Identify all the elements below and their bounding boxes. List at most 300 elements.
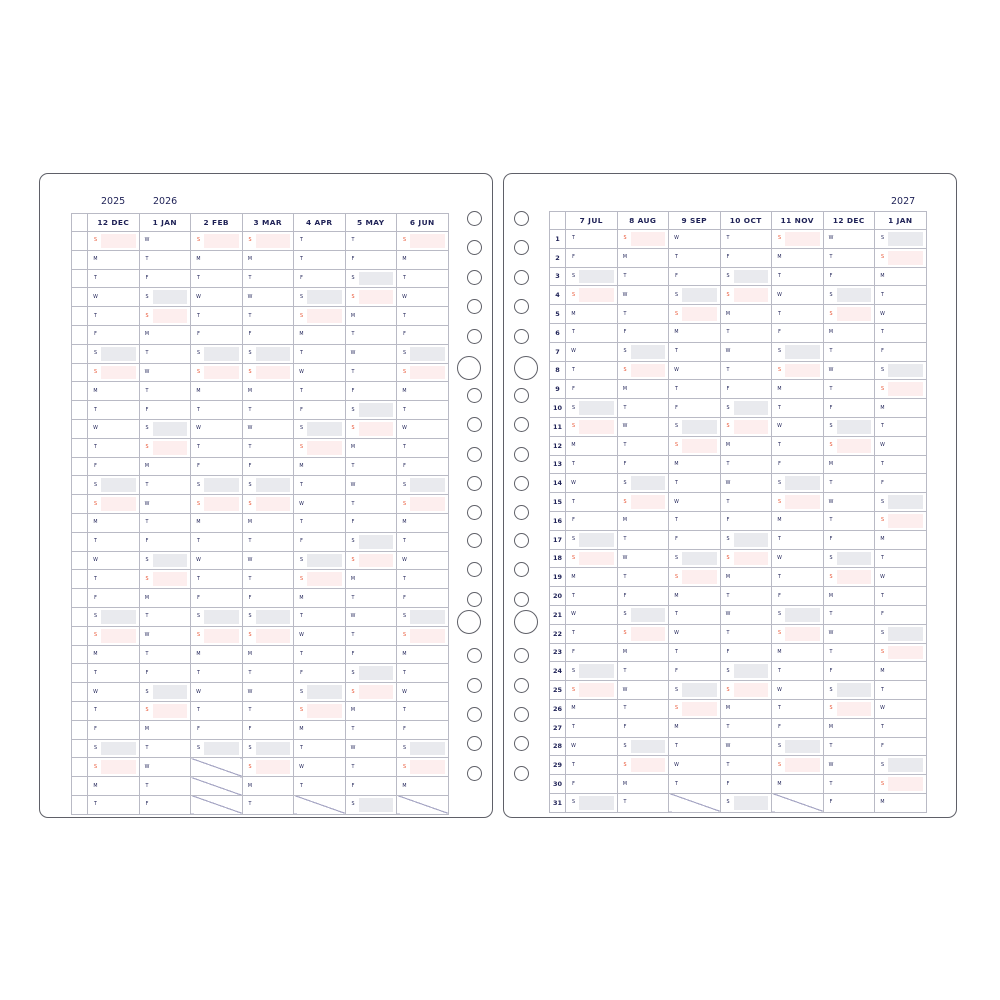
binder-hole bbox=[514, 678, 529, 693]
day-cell bbox=[345, 307, 397, 326]
weekday-letter: S bbox=[351, 802, 355, 808]
corner-cell bbox=[550, 212, 566, 230]
weekday-letter: W bbox=[93, 294, 98, 300]
weekend-shade bbox=[101, 384, 136, 398]
binder-hole bbox=[467, 388, 482, 403]
weekend-shade bbox=[682, 702, 717, 716]
day-cell bbox=[88, 720, 140, 739]
day-cell bbox=[772, 230, 824, 249]
weekday-letter: F bbox=[351, 388, 355, 394]
day-row bbox=[72, 344, 449, 363]
weekday-letter: S bbox=[623, 631, 627, 637]
day-cell bbox=[139, 607, 191, 626]
weekend-shade bbox=[359, 272, 394, 286]
day-cell bbox=[139, 401, 191, 420]
weekend-shade bbox=[410, 309, 445, 323]
day-cell bbox=[242, 269, 294, 288]
weekend-shade bbox=[682, 439, 717, 453]
weekday-letter: T bbox=[94, 576, 97, 582]
weekday-letter: F bbox=[572, 518, 575, 524]
weekend-shade bbox=[359, 629, 394, 643]
weekend-shade bbox=[837, 476, 872, 490]
month-header: 12 DEC bbox=[88, 214, 140, 232]
day-number bbox=[72, 701, 88, 720]
day-cell bbox=[88, 626, 140, 645]
weekend-shade bbox=[101, 328, 136, 342]
day-number: 17 bbox=[550, 530, 566, 549]
binder-hole bbox=[467, 505, 482, 520]
weekday-letter: T bbox=[675, 349, 678, 355]
weekday-letter: F bbox=[248, 727, 252, 733]
weekend-shade bbox=[631, 495, 666, 509]
weekend-shade bbox=[579, 364, 614, 378]
weekend-shade bbox=[256, 328, 291, 342]
weekend-shade bbox=[785, 345, 820, 359]
weekend-shade bbox=[888, 382, 923, 396]
weekend-shade bbox=[410, 648, 445, 662]
binder-hole bbox=[514, 736, 529, 751]
weekday-letter: S bbox=[196, 238, 201, 244]
weekend-shade bbox=[785, 664, 820, 678]
weekday-letter: T bbox=[675, 386, 678, 392]
weekend-shade bbox=[888, 721, 923, 735]
day-number: 19 bbox=[550, 568, 566, 587]
day-row bbox=[550, 624, 927, 643]
day-cell bbox=[617, 568, 669, 587]
day-cell bbox=[242, 382, 294, 401]
day-row bbox=[72, 626, 449, 645]
weekday-letter: S bbox=[351, 539, 355, 545]
weekday-letter: T bbox=[572, 367, 575, 373]
day-cell bbox=[617, 286, 669, 305]
day-number bbox=[72, 363, 88, 382]
weekday-letter: S bbox=[571, 555, 576, 561]
day-cell bbox=[88, 419, 140, 438]
day-cell bbox=[772, 248, 824, 267]
weekday-letter: M bbox=[622, 255, 628, 261]
day-cell bbox=[191, 363, 243, 382]
weekend-shade bbox=[101, 441, 136, 455]
weekend-shade bbox=[785, 533, 820, 547]
day-cell bbox=[823, 248, 875, 267]
weekend-shade bbox=[682, 326, 717, 340]
weekday-letter: W bbox=[144, 238, 150, 244]
weekend-shade bbox=[307, 629, 342, 643]
day-cell bbox=[345, 664, 397, 683]
weekend-shade bbox=[359, 441, 394, 455]
day-cell bbox=[139, 382, 191, 401]
weekday-letter: S bbox=[829, 292, 833, 298]
day-cell bbox=[397, 683, 449, 702]
weekend-shade bbox=[101, 253, 136, 267]
weekday-letter: W bbox=[196, 294, 201, 300]
day-cell bbox=[397, 626, 449, 645]
day-cell bbox=[139, 513, 191, 532]
weekday-letter: S bbox=[571, 405, 576, 411]
weekday-letter: T bbox=[403, 407, 406, 413]
day-number bbox=[72, 626, 88, 645]
empty-day-cell bbox=[294, 795, 346, 814]
day-number bbox=[72, 739, 88, 758]
weekday-letter: W bbox=[571, 480, 576, 486]
day-cell bbox=[294, 288, 346, 307]
weekday-letter: W bbox=[350, 614, 356, 620]
weekday-letter: F bbox=[623, 725, 627, 731]
day-cell bbox=[345, 382, 397, 401]
day-cell bbox=[345, 683, 397, 702]
day-cell bbox=[242, 683, 294, 702]
weekend-shade bbox=[631, 514, 666, 528]
weekend-shade bbox=[785, 740, 820, 754]
weekday-letter: T bbox=[675, 781, 678, 787]
day-cell bbox=[242, 401, 294, 420]
day-row bbox=[550, 417, 927, 436]
day-cell bbox=[772, 436, 824, 455]
weekend-shade bbox=[359, 798, 394, 812]
weekend-shade bbox=[307, 535, 342, 549]
day-cell bbox=[88, 307, 140, 326]
day-cell bbox=[294, 645, 346, 664]
year-label-2026: 2026 bbox=[153, 196, 178, 207]
day-cell bbox=[669, 361, 721, 380]
day-cell bbox=[566, 361, 618, 380]
day-number bbox=[72, 683, 88, 702]
binder-hole bbox=[514, 766, 529, 781]
day-number bbox=[72, 645, 88, 664]
weekday-letter: F bbox=[351, 651, 355, 657]
weekday-letter: M bbox=[674, 593, 679, 599]
day-cell bbox=[345, 513, 397, 532]
weekday-letter: T bbox=[881, 461, 884, 467]
day-cell bbox=[139, 645, 191, 664]
weekend-shade bbox=[204, 328, 239, 342]
weekday-letter: W bbox=[299, 369, 304, 375]
day-cell bbox=[88, 777, 140, 796]
day-cell bbox=[617, 493, 669, 512]
day-row bbox=[550, 756, 927, 775]
weekday-letter: T bbox=[248, 313, 252, 319]
weekend-shade bbox=[256, 742, 291, 756]
weekday-letter: S bbox=[93, 501, 98, 507]
weekday-letter: T bbox=[829, 349, 833, 355]
day-cell bbox=[669, 511, 721, 530]
weekend-shade bbox=[785, 232, 820, 246]
day-cell bbox=[242, 419, 294, 438]
weekend-shade bbox=[682, 251, 717, 265]
day-cell bbox=[720, 793, 772, 812]
weekday-letter: W bbox=[402, 557, 407, 563]
binder-hole bbox=[514, 417, 529, 432]
day-cell bbox=[566, 286, 618, 305]
day-cell bbox=[875, 305, 927, 324]
weekend-shade bbox=[579, 552, 614, 566]
day-cell bbox=[88, 589, 140, 608]
weekday-letter: T bbox=[145, 745, 149, 751]
weekday-letter: T bbox=[145, 520, 149, 526]
weekday-letter: S bbox=[402, 369, 407, 375]
weekend-shade bbox=[682, 627, 717, 641]
weekday-letter: T bbox=[300, 745, 303, 751]
day-cell bbox=[242, 777, 294, 796]
weekend-shade bbox=[734, 270, 769, 284]
empty-day-cell bbox=[772, 793, 824, 812]
day-cell bbox=[720, 380, 772, 399]
weekday-letter: T bbox=[726, 725, 730, 731]
day-cell bbox=[720, 267, 772, 286]
weekday-letter: S bbox=[777, 367, 782, 373]
day-row bbox=[550, 305, 927, 324]
weekend-shade bbox=[307, 253, 342, 267]
weekday-letter: T bbox=[675, 255, 678, 261]
weekend-shade bbox=[734, 664, 769, 678]
day-row bbox=[550, 775, 927, 794]
day-cell bbox=[242, 795, 294, 814]
weekend-shade bbox=[410, 422, 445, 436]
day-row bbox=[72, 664, 449, 683]
weekday-letter: W bbox=[725, 480, 731, 486]
day-cell bbox=[242, 664, 294, 683]
weekend-shade bbox=[359, 554, 394, 568]
weekday-letter: S bbox=[248, 238, 252, 244]
day-cell bbox=[669, 474, 721, 493]
weekend-shade bbox=[307, 685, 342, 699]
day-cell bbox=[242, 626, 294, 645]
left-calendar-page bbox=[39, 173, 493, 818]
day-row bbox=[72, 777, 449, 796]
day-number: 12 bbox=[550, 436, 566, 455]
day-cell bbox=[397, 325, 449, 344]
weekend-shade bbox=[734, 495, 769, 509]
day-cell bbox=[191, 570, 243, 589]
weekend-shade bbox=[837, 232, 872, 246]
weekday-letter: T bbox=[197, 313, 200, 319]
empty-day-cell bbox=[397, 795, 449, 814]
weekend-shade bbox=[359, 422, 394, 436]
weekday-letter: T bbox=[248, 670, 252, 676]
day-cell bbox=[720, 230, 772, 249]
weekend-shade bbox=[153, 798, 188, 812]
corner-cell bbox=[72, 214, 88, 232]
day-cell bbox=[617, 399, 669, 418]
day-cell bbox=[397, 344, 449, 363]
day-cell bbox=[875, 455, 927, 474]
day-cell bbox=[669, 549, 721, 568]
weekend-shade bbox=[410, 366, 445, 380]
day-cell bbox=[772, 342, 824, 361]
day-cell bbox=[345, 739, 397, 758]
weekday-letter: S bbox=[880, 518, 885, 524]
day-cell bbox=[294, 777, 346, 796]
weekday-letter: M bbox=[622, 386, 628, 392]
weekday-letter: S bbox=[829, 574, 833, 580]
day-cell bbox=[294, 701, 346, 720]
day-cell bbox=[669, 399, 721, 418]
weekend-shade bbox=[734, 382, 769, 396]
day-cell bbox=[566, 417, 618, 436]
weekend-shade bbox=[410, 742, 445, 756]
day-cell bbox=[397, 250, 449, 269]
day-number bbox=[72, 307, 88, 326]
day-cell bbox=[191, 589, 243, 608]
weekday-letter: S bbox=[777, 743, 782, 749]
weekend-shade bbox=[785, 364, 820, 378]
day-cell bbox=[772, 549, 824, 568]
weekday-letter: S bbox=[351, 670, 355, 676]
day-cell bbox=[566, 568, 618, 587]
weekday-letter: T bbox=[248, 445, 252, 451]
binder-hole bbox=[514, 533, 529, 548]
day-cell bbox=[242, 532, 294, 551]
day-cell bbox=[88, 570, 140, 589]
weekend-shade bbox=[410, 779, 445, 793]
weekend-shade bbox=[888, 646, 923, 660]
weekday-letter: S bbox=[571, 800, 576, 806]
weekend-shade bbox=[410, 629, 445, 643]
weekend-shade bbox=[888, 796, 923, 810]
weekend-shade bbox=[307, 422, 342, 436]
weekend-shade bbox=[101, 685, 136, 699]
binder-hole bbox=[514, 211, 529, 226]
day-row bbox=[72, 363, 449, 382]
day-cell bbox=[823, 737, 875, 756]
weekend-shade bbox=[837, 777, 872, 791]
day-cell bbox=[242, 739, 294, 758]
weekday-letter: M bbox=[880, 668, 885, 674]
day-cell bbox=[397, 457, 449, 476]
day-cell bbox=[566, 511, 618, 530]
day-cell bbox=[720, 699, 772, 718]
day-cell bbox=[345, 288, 397, 307]
day-number: 9 bbox=[550, 380, 566, 399]
weekend-shade bbox=[579, 627, 614, 641]
day-cell bbox=[772, 455, 824, 474]
weekend-shade bbox=[204, 742, 239, 756]
weekday-letter: S bbox=[726, 405, 730, 411]
weekend-shade bbox=[631, 476, 666, 490]
day-cell bbox=[617, 699, 669, 718]
weekday-letter: S bbox=[880, 781, 885, 787]
weekend-shade bbox=[359, 685, 394, 699]
weekend-shade bbox=[579, 570, 614, 584]
day-number: 7 bbox=[550, 342, 566, 361]
weekday-letter: F bbox=[94, 727, 97, 733]
weekday-letter: M bbox=[196, 257, 201, 263]
weekend-shade bbox=[204, 704, 239, 718]
weekend-shade bbox=[579, 533, 614, 547]
day-cell bbox=[566, 587, 618, 606]
weekend-shade bbox=[631, 552, 666, 566]
day-cell bbox=[345, 701, 397, 720]
weekend-shade bbox=[410, 290, 445, 304]
weekday-letter: W bbox=[725, 349, 731, 355]
weekday-letter: T bbox=[145, 482, 149, 488]
weekday-letter: T bbox=[248, 275, 252, 281]
weekend-shade bbox=[579, 458, 614, 472]
day-cell bbox=[720, 662, 772, 681]
day-cell bbox=[191, 645, 243, 664]
weekend-shade bbox=[307, 234, 342, 248]
weekday-letter: S bbox=[623, 480, 627, 486]
day-cell bbox=[617, 737, 669, 756]
day-number: 15 bbox=[550, 493, 566, 512]
day-cell bbox=[294, 720, 346, 739]
day-number: 5 bbox=[550, 305, 566, 324]
weekend-shade bbox=[410, 478, 445, 492]
day-cell bbox=[566, 380, 618, 399]
weekday-letter: T bbox=[94, 275, 97, 281]
day-cell bbox=[772, 361, 824, 380]
weekend-shade bbox=[888, 533, 923, 547]
weekend-shade bbox=[153, 309, 188, 323]
weekend-shade bbox=[256, 572, 291, 586]
weekday-letter: S bbox=[402, 764, 407, 770]
weekday-letter: W bbox=[93, 426, 98, 432]
day-row bbox=[72, 720, 449, 739]
day-cell bbox=[566, 718, 618, 737]
day-cell bbox=[823, 323, 875, 342]
day-cell bbox=[242, 288, 294, 307]
weekday-letter: F bbox=[623, 593, 627, 599]
binder-hole bbox=[514, 447, 529, 462]
weekday-letter: M bbox=[828, 330, 834, 336]
weekend-shade bbox=[153, 610, 188, 624]
day-cell bbox=[397, 476, 449, 495]
weekday-letter: T bbox=[829, 612, 833, 618]
day-cell bbox=[397, 607, 449, 626]
weekend-shade bbox=[734, 288, 769, 302]
day-cell bbox=[875, 493, 927, 512]
weekday-letter: M bbox=[247, 783, 253, 789]
weekday-letter: T bbox=[572, 236, 575, 242]
weekend-shade bbox=[734, 740, 769, 754]
weekday-letter: F bbox=[94, 332, 97, 338]
weekday-letter: W bbox=[674, 631, 679, 637]
weekend-shade bbox=[101, 572, 136, 586]
weekend-shade bbox=[256, 591, 291, 605]
weekend-shade bbox=[359, 610, 394, 624]
weekend-shade bbox=[410, 328, 445, 342]
weekday-letter: S bbox=[674, 706, 679, 712]
weekday-letter: M bbox=[299, 595, 304, 601]
weekend-shade bbox=[359, 347, 394, 361]
weekend-shade bbox=[256, 309, 291, 323]
weekday-letter: S bbox=[571, 668, 576, 674]
weekend-shade bbox=[153, 272, 188, 286]
day-cell bbox=[875, 605, 927, 624]
weekend-shade bbox=[734, 364, 769, 378]
day-cell bbox=[294, 344, 346, 363]
day-cell bbox=[772, 474, 824, 493]
weekend-shade bbox=[307, 403, 342, 417]
weekday-letter: W bbox=[777, 687, 782, 693]
weekend-shade bbox=[631, 326, 666, 340]
weekday-letter: M bbox=[777, 649, 782, 655]
weekday-letter: T bbox=[829, 255, 833, 261]
day-cell bbox=[617, 681, 669, 700]
weekday-letter: S bbox=[402, 633, 407, 639]
weekday-letter: S bbox=[829, 311, 833, 317]
day-cell bbox=[88, 513, 140, 532]
weekend-shade bbox=[734, 627, 769, 641]
weekday-letter: S bbox=[402, 501, 407, 507]
day-cell bbox=[617, 549, 669, 568]
weekday-letter: S bbox=[829, 424, 833, 430]
day-cell bbox=[823, 474, 875, 493]
weekend-shade bbox=[734, 552, 769, 566]
binder-hole bbox=[467, 678, 482, 693]
binder-hole bbox=[514, 240, 529, 255]
weekday-letter: W bbox=[777, 292, 782, 298]
